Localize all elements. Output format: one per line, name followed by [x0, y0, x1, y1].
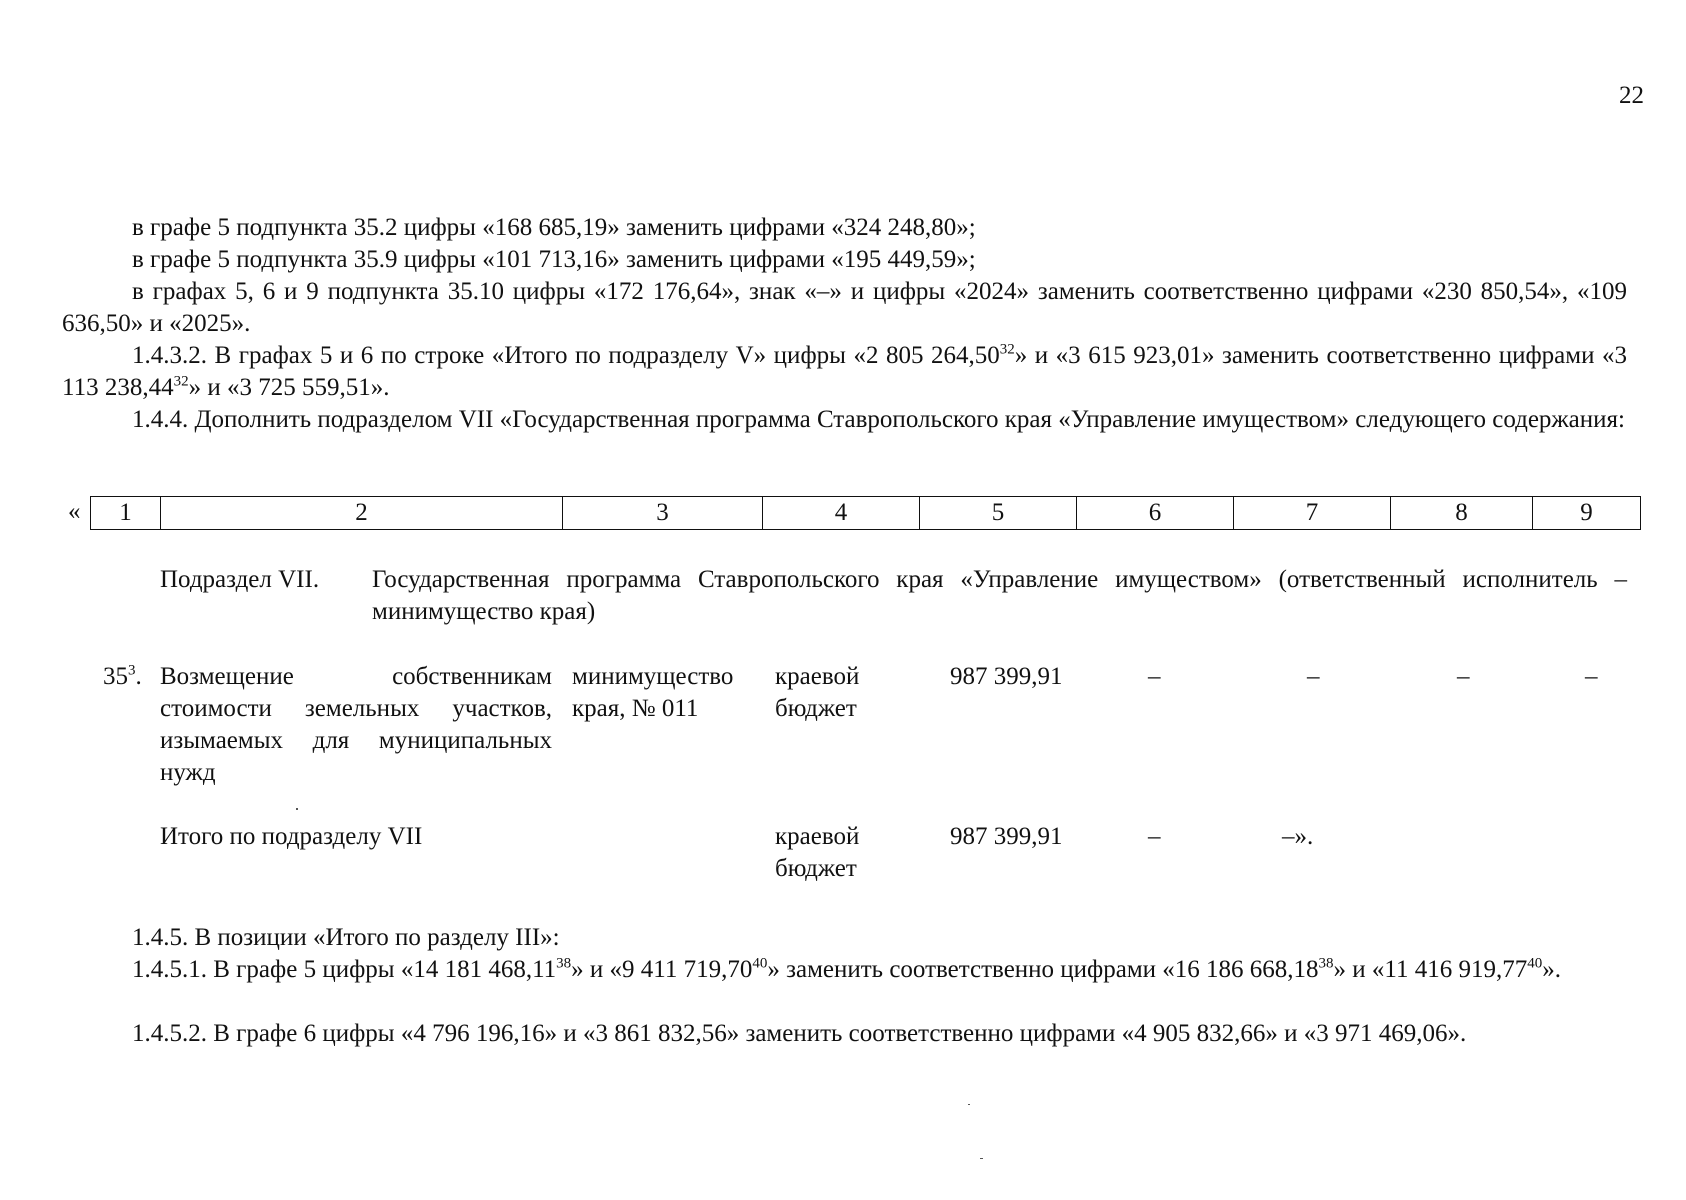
scan-speck	[968, 1104, 970, 1105]
paragraph-4-text-c: » и «3 725 559,51».	[188, 374, 390, 401]
scan-speck	[980, 1158, 983, 1159]
row-number-suffix: .	[135, 663, 142, 690]
paragraph-2: в графе 5 подпункта 35.9 цифры «101 713,16» заменить цифрами «195 449,59»;	[132, 246, 976, 273]
paragraph-7-sup-c: 38	[1318, 955, 1334, 972]
opening-quote: «	[68, 498, 81, 525]
page-number: 22	[1619, 82, 1644, 109]
column-numbers-table	[90, 496, 1641, 530]
total-label: Итого по подразделу VII	[160, 823, 423, 850]
row-col6-dash: –	[1148, 663, 1161, 690]
paragraph-7-text-e: ».	[1542, 956, 1561, 983]
subsection-label: Подраздел VII.	[160, 566, 320, 593]
row-executor: минимущество края, № 011	[572, 663, 734, 722]
paragraph-7-sup-a: 38	[556, 955, 572, 972]
row-col9-dash: –	[1585, 663, 1598, 690]
paragraph-7-text-a: 1.4.5.1. В графе 5 цифры «14 181 468,11	[132, 956, 557, 983]
column-number-cell: 2	[161, 497, 563, 530]
column-number-cell: 3	[563, 497, 763, 530]
scan-speck	[296, 808, 298, 810]
paragraph-4-sup-a: 32	[999, 341, 1015, 358]
paragraph-8: 1.4.5.2. В графе 6 цифры «4 796 196,16» и «3 861 832,56» заменить соответственно цифрами «4 905 832,66» и «3 971 469,06».	[132, 1020, 1467, 1047]
paragraph-3: в графах 5, 6 и 9 подпункта 35.10 цифры «172 176,64», знак «–» и цифры «2024» заменить соответственно цифрами «230 850,54», «109 636,50» и «2025».	[62, 278, 1627, 337]
row-col8-dash: –	[1457, 663, 1470, 690]
paragraph-5: 1.4.4. Дополнить подразделом VII «Государственная программа Ставропольского края «Управление имуществом» следующего содержания:	[132, 406, 1625, 433]
total-col5-value: 987 399,91	[950, 823, 1063, 850]
paragraph-6: 1.4.5. В позиции «Итого по разделу III»:	[132, 924, 560, 951]
column-number-cell: 6	[1077, 497, 1234, 530]
row-number-main: 35	[103, 663, 128, 690]
row-col7-dash: –	[1307, 663, 1320, 690]
paragraph-7	[62, 954, 1627, 986]
column-number-cell: 7	[1234, 497, 1391, 530]
total-col6-dash: –	[1148, 823, 1161, 850]
paragraph-7-text-c: » заменить соответственно цифрами «16 186 668,18	[767, 956, 1319, 983]
paragraph-1: в графе 5 подпункта 35.2 цифры «168 685,19» заменить цифрами «324 248,80»;	[132, 214, 976, 241]
total-source: краевой бюджет	[775, 823, 860, 882]
paragraph-4	[62, 340, 1627, 404]
paragraph-7-text-b: » и «9 411 719,70	[571, 956, 753, 983]
column-number-cell: 8	[1391, 497, 1533, 530]
paragraph-4-text-a: 1.4.3.2. В графах 5 и 6 по строке «Итого по подразделу V» цифры «2 805 264,50	[132, 342, 1000, 369]
paragraph-4-text-b: » и «3 615 923,01» заменить соответственно цифрами «3 113 238,44	[62, 342, 1627, 401]
row-number-sup: 3	[128, 662, 136, 679]
column-number-cell: 5	[920, 497, 1077, 530]
paragraph-7-text-d: » и «11 416 919,77	[1333, 956, 1528, 983]
subsection-title: Государственная программа Ставропольского края «Управление имуществом» (ответственный исполнитель – минимущество края)	[372, 566, 1627, 625]
row-name: Возмещение собственникам стоимости земельных участков, изымаемых для муниципальных нужд	[160, 663, 552, 786]
column-number-cell: 9	[1533, 497, 1641, 530]
row-col5-value: 987 399,91	[950, 663, 1063, 690]
row-number	[103, 661, 142, 693]
paragraph-4-sup-b: 32	[173, 373, 189, 390]
column-header-table	[62, 496, 1640, 532]
column-number-cell: 1	[91, 497, 161, 530]
paragraph-7-sup-d: 40	[1527, 955, 1543, 972]
row-source: краевой бюджет	[775, 663, 860, 722]
total-closing: –».	[1282, 823, 1314, 850]
column-number-cell: 4	[763, 497, 920, 530]
paragraph-7-sup-b: 40	[752, 955, 768, 972]
